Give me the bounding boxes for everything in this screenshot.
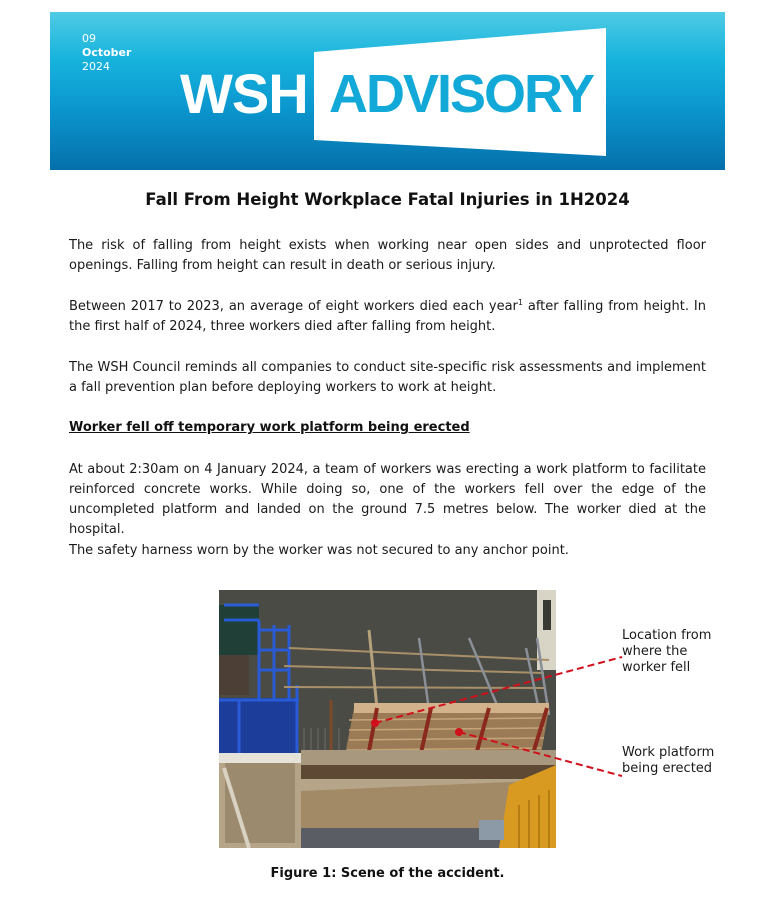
date-year: 2024 (82, 60, 110, 73)
footnote-marker[interactable]: 1 (517, 298, 523, 307)
brand-wsh: WSH (180, 62, 308, 125)
stats-paragraph (69, 297, 706, 337)
date-day: 09 (82, 32, 96, 45)
case-paragraph: At about 2:30am on 4 January 2024, a team of workers was erecting a work platform to facilitate reinforced concrete works. While doing so, one of the workers fell over the edge of the uncompleted platform and landed on the ground 7.5 metres below. The worker died at the hospital. (69, 462, 706, 537)
council-paragraph: The WSH Council reminds all companies to conduct site-specific risk assessments and implement a fall prevention plan before deploying workers to work at height. (69, 360, 706, 395)
issue-date (82, 32, 131, 74)
page-title: Fall From Height Workplace Fatal Injuries in 1H2024 (145, 190, 630, 209)
stats-text-b: after falling from height. In the first half of 2024, three workers died after falling from height. (69, 299, 706, 334)
callout-fall-location: Location from where the worker fell (622, 628, 712, 675)
harness-paragraph: The safety harness worn by the worker was not secured to any anchor point. (69, 543, 569, 558)
intro-paragraph: The risk of falling from height exists when working near open sides and unprotected floor openings. Falling from height can result in death or serious injury. (69, 238, 706, 273)
case-heading: Worker fell off temporary work platform being erected (69, 420, 470, 435)
wsh-advisory-banner (50, 12, 725, 170)
brand-advisory: ADVISORY (328, 64, 594, 124)
figure-caption: Figure 1: Scene of the accident. (270, 866, 505, 881)
date-month: October (82, 46, 132, 59)
accident-scene-photo (219, 590, 556, 848)
callout-work-platform: Work platform being erected (622, 745, 715, 776)
stats-text-a: Between 2017 to 2023, an average of eight workers died each year (69, 299, 518, 314)
